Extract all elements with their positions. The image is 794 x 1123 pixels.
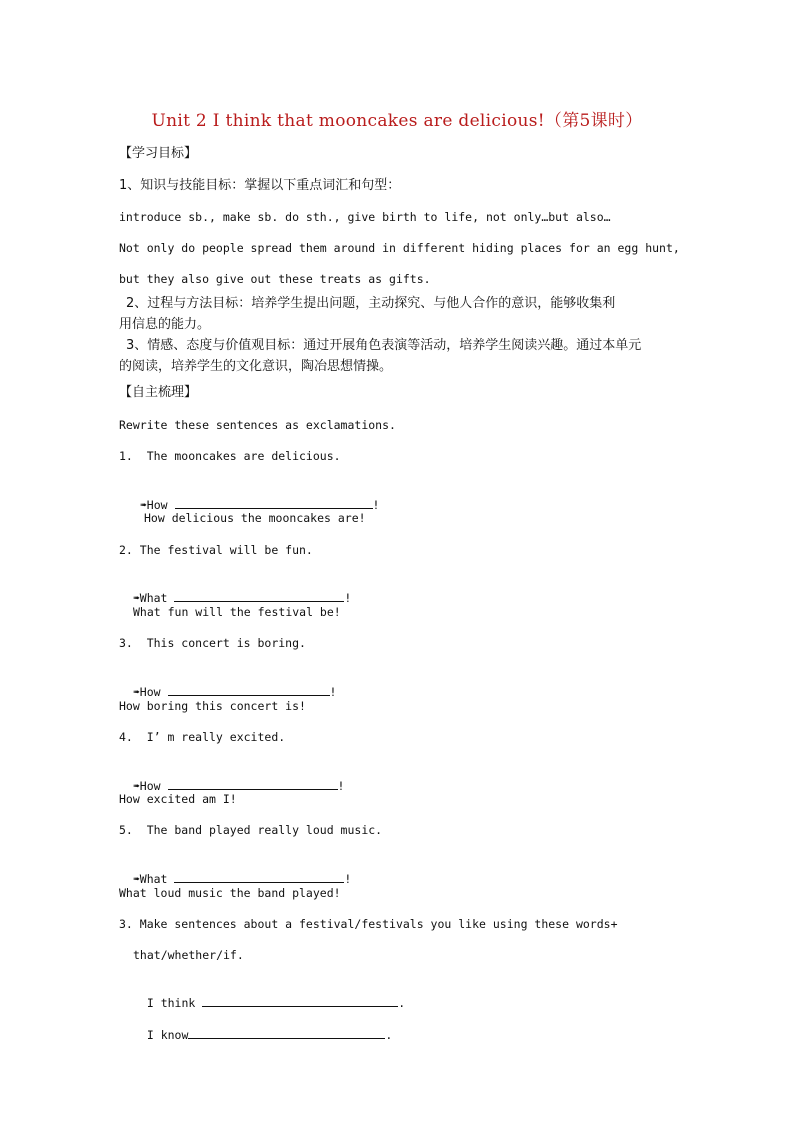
i-think-line <box>133 978 405 1011</box>
i-know-label: I know <box>146 1028 189 1042</box>
exclamation-mark: ! <box>372 498 380 512</box>
period: . <box>398 996 406 1010</box>
task-3-line-2: that/whether/if. <box>133 948 244 962</box>
exclamation-mark: ! <box>337 779 345 793</box>
exercise-starter-5: ➠What <box>132 872 168 886</box>
exercise-answer-line-5 <box>119 854 351 887</box>
self-study-heading: 【自主梳理】 <box>119 385 198 400</box>
answer-blank-4[interactable] <box>168 777 338 790</box>
answer-blank-3[interactable] <box>168 683 330 696</box>
exercise-prompt-1: 1. The mooncakes are delicious. <box>119 449 341 463</box>
key-sentence-line-2: but they also give out these treats as gifts. <box>119 272 431 286</box>
exercise-answer-line-2 <box>119 573 351 606</box>
objective-2-line-2: 用信息的能力。 <box>119 317 211 332</box>
i-know-line <box>133 1010 392 1043</box>
exercise-starter-2: ➠What <box>132 591 168 605</box>
i-think-label: I think <box>146 996 196 1010</box>
exclamation-mark: ! <box>329 685 337 699</box>
instruction: Rewrite these sentences as exclamations. <box>119 418 396 432</box>
answer-blank-2[interactable] <box>174 589 344 602</box>
answer-blank-1[interactable] <box>175 496 373 509</box>
exercise-prompt-2: 2. The festival will be fun. <box>119 543 313 557</box>
period: . <box>385 1028 393 1042</box>
objective-3-line-2: 的阅读，培养学生的文化意识，陶冶思想情操。 <box>119 359 393 374</box>
objective-1: 1、知识与技能目标：掌握以下重点词汇和句型： <box>119 178 401 193</box>
i-know-blank[interactable] <box>188 1026 385 1039</box>
exercise-prompt-4: 4. I’ m really excited. <box>119 730 286 744</box>
exercise-prompt-5: 5. The band played really loud music. <box>119 823 383 837</box>
page-title: Unit 2 I think that mooncakes are delicious!（第5课时） <box>151 111 643 131</box>
exercise-answer-1: How delicious the mooncakes are! <box>144 511 366 525</box>
exercise-answer-4: How excited am I! <box>119 792 237 806</box>
exercise-answer-2: What fun will the festival be! <box>133 605 341 619</box>
exercise-starter-1: ➠How <box>139 498 168 512</box>
key-sentence-line-1: Not only do people spread them around in different hiding places for an egg hunt, <box>119 241 680 255</box>
exercise-prompt-3: 3. This concert is boring. <box>119 636 306 650</box>
objective-2-line-1: 2、过程与方法目标：培养学生提出问题，主动探究、与他人合作的意识，能够收集利 <box>126 296 616 311</box>
exclamation-mark: ! <box>344 591 352 605</box>
task-3-line-1: 3. Make sentences about a festival/festivals you like using these words+ <box>119 917 618 931</box>
exercise-answer-line-4 <box>119 761 344 794</box>
i-think-blank[interactable] <box>202 994 398 1007</box>
objective-3-line-1: 3、情感、态度与价值观目标：通过开展角色表演等活动，培养学生阅读兴趣。通过本单元 <box>126 338 642 353</box>
exclamation-mark: ! <box>344 872 352 886</box>
answer-blank-5[interactable] <box>174 870 344 883</box>
key-vocabulary: introduce sb., make sb. do sth., give birth to life, not only…but also… <box>119 210 611 224</box>
exercise-answer-line-1 <box>126 480 379 513</box>
objectives-heading: 【学习目标】 <box>119 146 198 161</box>
exercise-starter-4: ➠How <box>132 779 161 793</box>
exercise-answer-5: What loud music the band played! <box>119 886 341 900</box>
exercise-starter-3: ➠How <box>132 685 161 699</box>
exercise-answer-line-3 <box>119 667 336 700</box>
exercise-answer-3: How boring this concert is! <box>119 699 306 713</box>
